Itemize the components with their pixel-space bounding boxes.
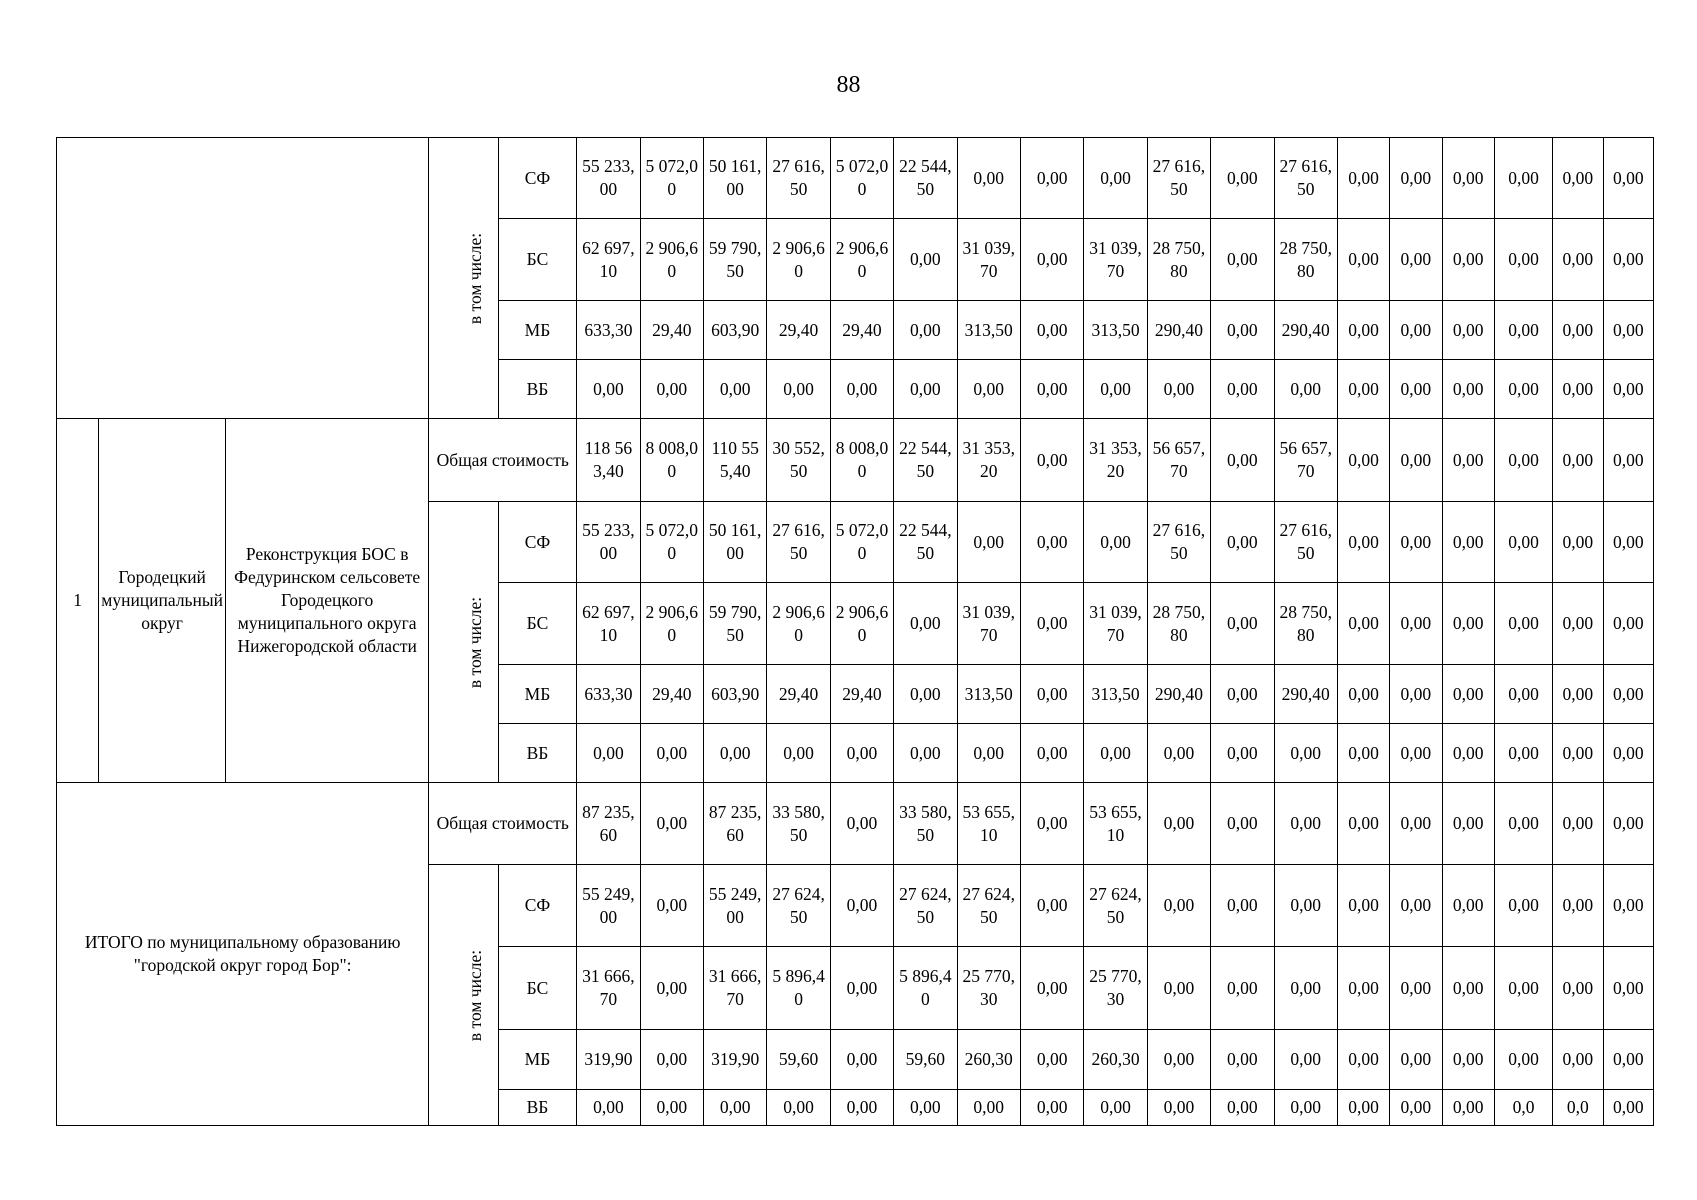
value-cell: 0,00 [830, 947, 893, 1030]
value-cell: 0,00 [1274, 1030, 1337, 1090]
value-cell: 0,00 [1211, 1030, 1274, 1090]
value-cell: 0,00 [1274, 724, 1337, 783]
mb-label: МБ [498, 665, 576, 724]
value-cell: 0,00 [1553, 301, 1603, 360]
value-cell: 0,00 [1020, 219, 1083, 301]
value-cell: 0,00 [1211, 865, 1274, 947]
value-cell: 0,00 [1553, 419, 1603, 502]
value-cell: 0,00 [1337, 138, 1389, 219]
value-cell: 8 008,00 [830, 419, 893, 502]
bs-label: БС [498, 219, 576, 301]
value-cell: 25 770,30 [1084, 947, 1147, 1030]
value-cell: 0,00 [1337, 1090, 1389, 1126]
value-cell: 27 624,50 [957, 865, 1020, 947]
value-cell: 27 624,50 [767, 865, 830, 947]
value-cell: 0,00 [1020, 1030, 1083, 1090]
value-cell: 87 235,60 [577, 783, 640, 865]
value-cell: 0,00 [1211, 301, 1274, 360]
value-cell: 0,00 [1442, 502, 1494, 583]
value-cell: 31 039,70 [957, 583, 1020, 665]
value-cell: 0,00 [703, 1090, 766, 1126]
value-cell: 56 657,70 [1147, 419, 1210, 502]
value-cell: 5 896,40 [767, 947, 830, 1030]
value-cell: 0,00 [957, 724, 1020, 783]
value-cell: 0,00 [640, 1030, 703, 1090]
value-cell: 22 544,50 [894, 502, 957, 583]
value-cell: 0,00 [1442, 138, 1494, 219]
value-cell: 0,00 [1211, 783, 1274, 865]
value-cell: 0,00 [830, 724, 893, 783]
value-cell: 0,00 [1494, 138, 1552, 219]
value-cell: 0,00 [767, 724, 830, 783]
value-cell: 0,00 [1603, 301, 1654, 360]
value-cell: 0,00 [894, 665, 957, 724]
value-cell: 28 750,80 [1147, 219, 1210, 301]
value-cell: 0,00 [1274, 865, 1337, 947]
value-cell: 0,00 [1553, 1030, 1603, 1090]
value-cell: 0,00 [1494, 583, 1552, 665]
value-cell: 27 616,50 [1274, 138, 1337, 219]
value-cell: 59 790,50 [703, 583, 766, 665]
row-number: 1 [57, 419, 99, 783]
value-cell: 0,00 [1147, 1090, 1210, 1126]
value-cell: 0,00 [1553, 583, 1603, 665]
value-cell: 0,00 [1553, 724, 1603, 783]
value-cell: 0,00 [1020, 724, 1083, 783]
value-cell: 55 249,00 [703, 865, 766, 947]
value-cell: 0,00 [577, 724, 640, 783]
value-cell: 0,00 [1084, 360, 1147, 419]
value-cell: 0,00 [1494, 301, 1552, 360]
value-cell: 0,00 [957, 1090, 1020, 1126]
value-cell: 27 616,50 [767, 138, 830, 219]
value-cell: 31 353,20 [957, 419, 1020, 502]
value-cell: 31 039,70 [957, 219, 1020, 301]
total-cost-label: Общая стоимость [429, 419, 577, 502]
value-cell: 0,00 [1603, 360, 1654, 419]
v-tom-chisle-label: в том числе: [429, 865, 498, 1126]
value-cell: 0,00 [1084, 724, 1147, 783]
value-cell: 53 655,10 [957, 783, 1020, 865]
value-cell: 0,00 [1553, 360, 1603, 419]
value-cell: 319,90 [577, 1030, 640, 1090]
value-cell: 0,00 [1337, 724, 1389, 783]
value-cell: 0,00 [1147, 360, 1210, 419]
value-cell: 31 353,20 [1084, 419, 1147, 502]
value-cell: 0,00 [1390, 783, 1442, 865]
value-cell: 0,00 [1147, 724, 1210, 783]
value-cell: 22 544,50 [894, 138, 957, 219]
value-cell: 0,00 [1211, 138, 1274, 219]
value-cell: 0,00 [1494, 360, 1552, 419]
value-cell: 5 072,00 [640, 138, 703, 219]
vb-label: ВБ [498, 360, 576, 419]
sf-label: СФ [498, 865, 576, 947]
value-cell: 0,00 [957, 138, 1020, 219]
vb-label: ВБ [498, 724, 576, 783]
value-cell: 0,00 [1020, 583, 1083, 665]
value-cell: 59 790,50 [703, 219, 766, 301]
value-cell: 0,00 [1274, 360, 1337, 419]
mb-label: МБ [498, 301, 576, 360]
value-cell: 0,00 [640, 724, 703, 783]
value-cell: 2 906,60 [830, 583, 893, 665]
value-cell: 0,00 [1337, 865, 1389, 947]
bs-label: БС [498, 947, 576, 1030]
value-cell: 0,00 [1390, 583, 1442, 665]
value-cell: 0,00 [1147, 865, 1210, 947]
value-cell: 0,00 [1337, 1030, 1389, 1090]
value-cell: 0,00 [894, 360, 957, 419]
value-cell: 62 697,10 [577, 583, 640, 665]
value-cell: 0,00 [1603, 1090, 1654, 1126]
value-cell: 0,00 [1084, 1090, 1147, 1126]
funding-table [56, 137, 1654, 1126]
value-cell: 0,00 [1390, 1090, 1442, 1126]
value-cell: 0,00 [767, 360, 830, 419]
value-cell: 2 906,60 [830, 219, 893, 301]
value-cell: 0,00 [1337, 947, 1389, 1030]
value-cell: 0,00 [1603, 947, 1654, 1030]
value-cell: 2 906,60 [640, 583, 703, 665]
district-name: Городецкий муниципальный округ [99, 419, 226, 783]
table-row [57, 138, 1654, 219]
value-cell: 0,00 [1494, 947, 1552, 1030]
value-cell: 0,00 [1020, 301, 1083, 360]
value-cell: 0,00 [1390, 947, 1442, 1030]
value-cell: 0,00 [1603, 583, 1654, 665]
value-cell: 59,60 [894, 1030, 957, 1090]
value-cell: 290,40 [1274, 665, 1337, 724]
value-cell: 290,40 [1147, 665, 1210, 724]
value-cell: 0,00 [1494, 419, 1552, 502]
value-cell: 0,00 [894, 724, 957, 783]
value-cell: 33 580,50 [894, 783, 957, 865]
value-cell: 0,00 [1211, 360, 1274, 419]
value-cell: 31 039,70 [1084, 219, 1147, 301]
value-cell: 0,00 [1390, 1030, 1442, 1090]
value-cell: 0,00 [1020, 360, 1083, 419]
value-cell: 290,40 [1274, 301, 1337, 360]
value-cell: 0,00 [1442, 219, 1494, 301]
value-cell: 0,00 [1494, 219, 1552, 301]
value-cell: 0,00 [1211, 502, 1274, 583]
value-cell: 0,00 [1274, 783, 1337, 865]
value-cell: 0,00 [1147, 1030, 1210, 1090]
value-cell: 0,00 [894, 219, 957, 301]
value-cell: 0,00 [1211, 219, 1274, 301]
value-cell: 29,40 [640, 665, 703, 724]
value-cell: 31 666,70 [703, 947, 766, 1030]
value-cell: 0,0 [1494, 1090, 1552, 1126]
value-cell: 27 616,50 [1147, 502, 1210, 583]
value-cell: 0,00 [1390, 724, 1442, 783]
value-cell: 27 616,50 [1274, 502, 1337, 583]
value-cell: 0,00 [703, 360, 766, 419]
value-cell: 0,00 [1494, 783, 1552, 865]
value-cell: 5 072,00 [830, 138, 893, 219]
value-cell: 0,00 [1211, 947, 1274, 1030]
value-cell: 27 616,50 [1147, 138, 1210, 219]
v-tom-chisle-label: в том числе: [429, 138, 498, 419]
value-cell: 0,00 [1494, 865, 1552, 947]
value-cell: 0,00 [1553, 138, 1603, 219]
value-cell: 27 624,50 [1084, 865, 1147, 947]
value-cell: 0,00 [1603, 724, 1654, 783]
table-row [57, 419, 1654, 502]
value-cell: 87 235,60 [703, 783, 766, 865]
value-cell: 0,00 [894, 583, 957, 665]
value-cell: 0,00 [894, 1090, 957, 1126]
value-cell: 0,00 [703, 724, 766, 783]
value-cell: 31 039,70 [1084, 583, 1147, 665]
value-cell: 0,00 [1211, 1090, 1274, 1126]
value-cell: 0,00 [1390, 665, 1442, 724]
project-name: Реконструкция БОС в Федуринском сельсовете Городецкого муниципального округа Нижегородской области [226, 419, 429, 783]
value-cell: 28 750,80 [1147, 583, 1210, 665]
value-cell: 0,00 [1020, 947, 1083, 1030]
value-cell: 633,30 [577, 301, 640, 360]
value-cell: 0,00 [1442, 583, 1494, 665]
value-cell: 0,00 [1442, 1030, 1494, 1090]
value-cell: 0,00 [1442, 865, 1494, 947]
value-cell: 2 906,60 [767, 583, 830, 665]
value-cell: 28 750,80 [1274, 583, 1337, 665]
value-cell: 0,00 [1442, 419, 1494, 502]
value-cell: 2 906,60 [767, 219, 830, 301]
value-cell: 0,00 [1603, 219, 1654, 301]
table-row [57, 783, 1654, 865]
value-cell: 0,00 [1442, 1090, 1494, 1126]
value-cell: 313,50 [957, 665, 1020, 724]
value-cell: 50 161,00 [703, 502, 766, 583]
value-cell: 0,00 [1274, 947, 1337, 1030]
value-cell: 0,00 [1390, 360, 1442, 419]
value-cell: 53 655,10 [1084, 783, 1147, 865]
value-cell: 0,00 [1603, 138, 1654, 219]
value-cell: 0,00 [1274, 1090, 1337, 1126]
value-cell: 0,00 [1337, 219, 1389, 301]
value-cell: 0,00 [1390, 219, 1442, 301]
value-cell: 0,00 [1390, 419, 1442, 502]
value-cell: 0,00 [1211, 724, 1274, 783]
value-cell: 0,00 [1211, 583, 1274, 665]
value-cell: 30 552,50 [767, 419, 830, 502]
value-cell: 0,00 [1494, 502, 1552, 583]
value-cell: 0,00 [1337, 665, 1389, 724]
value-cell: 27 624,50 [894, 865, 957, 947]
value-cell: 22 544,50 [894, 419, 957, 502]
value-cell: 0,00 [830, 1030, 893, 1090]
value-cell: 29,40 [830, 301, 893, 360]
value-cell: 0,00 [1442, 360, 1494, 419]
value-cell: 2 906,60 [640, 219, 703, 301]
value-cell: 0,00 [1442, 665, 1494, 724]
bs-label: БС [498, 583, 576, 665]
value-cell: 0,00 [1337, 583, 1389, 665]
value-cell: 0,00 [1390, 138, 1442, 219]
value-cell: 0,00 [1084, 138, 1147, 219]
page-number: 88 [836, 72, 861, 98]
value-cell: 0,00 [1603, 783, 1654, 865]
value-cell: 0,00 [1390, 865, 1442, 947]
value-cell: 0,00 [1494, 1030, 1552, 1090]
value-cell: 0,00 [1603, 502, 1654, 583]
itogo-label: ИТОГО по муниципальному образованию "городской округ город Бор": [57, 783, 429, 1126]
value-cell: 59,60 [767, 1030, 830, 1090]
value-cell: 313,50 [1084, 665, 1147, 724]
value-cell: 5 896,40 [894, 947, 957, 1030]
value-cell: 27 616,50 [767, 502, 830, 583]
value-cell: 313,50 [1084, 301, 1147, 360]
value-cell: 31 666,70 [577, 947, 640, 1030]
v-tom-chisle-label: в том числе: [429, 502, 498, 783]
value-cell: 0,00 [1020, 502, 1083, 583]
value-cell: 0,00 [1020, 783, 1083, 865]
value-cell: 0,00 [640, 865, 703, 947]
value-cell: 0,00 [1337, 419, 1389, 502]
value-cell: 0,00 [1147, 783, 1210, 865]
value-cell: 0,00 [1603, 865, 1654, 947]
value-cell: 0,00 [1553, 865, 1603, 947]
value-cell: 313,50 [957, 301, 1020, 360]
value-cell: 0,00 [1147, 947, 1210, 1030]
value-cell: 5 072,00 [640, 502, 703, 583]
value-cell: 0,00 [1337, 301, 1389, 360]
value-cell: 0,00 [1390, 502, 1442, 583]
value-cell: 603,90 [703, 665, 766, 724]
value-cell: 0,00 [1337, 783, 1389, 865]
value-cell: 319,90 [703, 1030, 766, 1090]
value-cell: 0,00 [640, 783, 703, 865]
value-cell: 0,00 [830, 1090, 893, 1126]
value-cell: 0,00 [957, 502, 1020, 583]
value-cell: 0,00 [640, 1090, 703, 1126]
value-cell: 25 770,30 [957, 947, 1020, 1030]
value-cell: 29,40 [640, 301, 703, 360]
value-cell: 0,00 [1442, 724, 1494, 783]
value-cell: 0,00 [1211, 665, 1274, 724]
value-cell: 0,00 [830, 865, 893, 947]
value-cell: 0,00 [1442, 783, 1494, 865]
value-cell: 0,00 [640, 360, 703, 419]
value-cell: 0,00 [767, 1090, 830, 1126]
value-cell: 0,00 [1553, 947, 1603, 1030]
value-cell: 260,30 [957, 1030, 1020, 1090]
value-cell: 0,00 [1390, 301, 1442, 360]
value-cell: 118 563,40 [577, 419, 640, 502]
value-cell: 0,00 [1020, 865, 1083, 947]
value-cell: 0,00 [640, 947, 703, 1030]
total-cost-label: Общая стоимость [429, 783, 577, 865]
value-cell: 33 580,50 [767, 783, 830, 865]
value-cell: 0,00 [1494, 665, 1552, 724]
value-cell: 0,00 [1494, 724, 1552, 783]
value-cell: 0,00 [1337, 360, 1389, 419]
value-cell: 55 249,00 [577, 865, 640, 947]
value-cell: 0,00 [1603, 665, 1654, 724]
value-cell: 0,00 [1442, 301, 1494, 360]
value-cell: 55 233,00 [577, 502, 640, 583]
value-cell: 50 161,00 [703, 138, 766, 219]
value-cell: 0,00 [830, 783, 893, 865]
sf-label: СФ [498, 138, 576, 219]
value-cell: 0,00 [1211, 419, 1274, 502]
value-cell: 0,00 [1553, 502, 1603, 583]
value-cell: 0,00 [1337, 502, 1389, 583]
value-cell: 56 657,70 [1274, 419, 1337, 502]
value-cell: 0,0 [1553, 1090, 1603, 1126]
value-cell: 0,00 [830, 360, 893, 419]
value-cell: 110 555,40 [703, 419, 766, 502]
value-cell: 0,00 [1020, 665, 1083, 724]
sf-label: СФ [498, 502, 576, 583]
value-cell: 633,30 [577, 665, 640, 724]
value-cell: 0,00 [1553, 783, 1603, 865]
value-cell: 0,00 [1442, 947, 1494, 1030]
mb-label: МБ [498, 1030, 576, 1090]
value-cell: 290,40 [1147, 301, 1210, 360]
value-cell: 0,00 [577, 1090, 640, 1126]
value-cell: 62 697,10 [577, 219, 640, 301]
value-cell: 28 750,80 [1274, 219, 1337, 301]
value-cell: 0,00 [1020, 419, 1083, 502]
value-cell: 29,40 [767, 301, 830, 360]
value-cell: 0,00 [1603, 1030, 1654, 1090]
value-cell: 0,00 [1084, 502, 1147, 583]
vb-label: ВБ [498, 1090, 576, 1126]
value-cell: 29,40 [830, 665, 893, 724]
value-cell: 29,40 [767, 665, 830, 724]
value-cell: 0,00 [957, 360, 1020, 419]
value-cell: 0,00 [1603, 419, 1654, 502]
empty-cell [57, 138, 429, 419]
value-cell: 0,00 [1020, 1090, 1083, 1126]
value-cell: 0,00 [577, 360, 640, 419]
value-cell: 0,00 [894, 301, 957, 360]
value-cell: 603,90 [703, 301, 766, 360]
value-cell: 260,30 [1084, 1030, 1147, 1090]
value-cell: 55 233,00 [577, 138, 640, 219]
value-cell: 0,00 [1553, 219, 1603, 301]
value-cell: 5 072,00 [830, 502, 893, 583]
value-cell: 0,00 [1020, 138, 1083, 219]
value-cell: 8 008,00 [640, 419, 703, 502]
value-cell: 0,00 [1553, 665, 1603, 724]
